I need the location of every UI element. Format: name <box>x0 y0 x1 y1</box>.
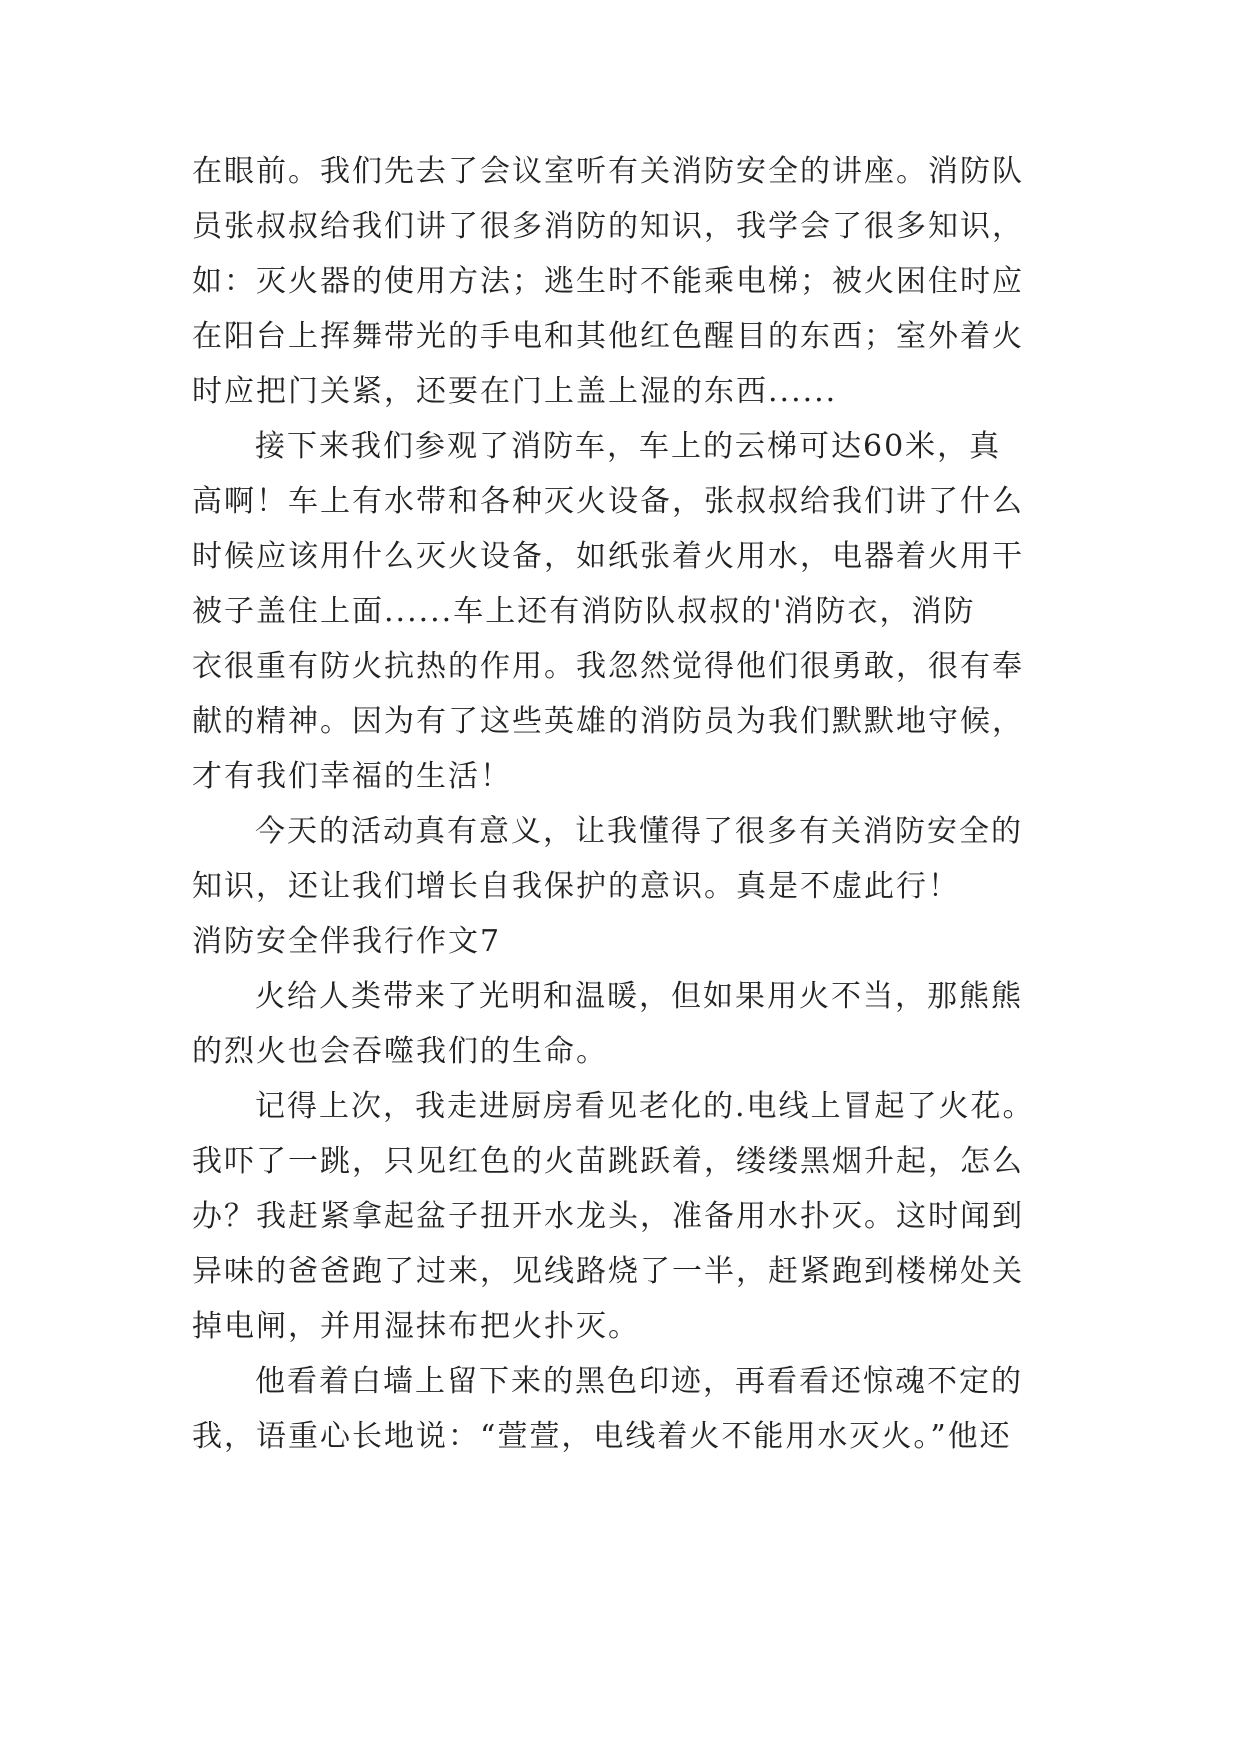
text-line: 如：灭火器的使用方法；逃生时不能乘电梯；被火困住时应 <box>192 264 1024 299</box>
text-line: 在阳台上挥舞带光的手电和其他红色醒目的东西；室外着火 <box>192 319 1024 354</box>
text-line: 的烈火也会吞噬我们的生命。 <box>192 1034 608 1069</box>
section-heading: 消防安全伴我行作文7 <box>192 924 502 959</box>
text-line: 在眼前。我们先去了会议室听有关消防安全的讲座。消防队 <box>192 154 1024 189</box>
text-line: 掉电闸，并用湿抹布把火扑灭。 <box>192 1309 640 1344</box>
paragraph-start-line: 他看着白墙上留下来的黑色印迹，再看看还惊魂不定的 <box>255 1364 1023 1399</box>
text-line: 衣很重有防火抗热的作用。我忽然觉得他们很勇敢，很有奉 <box>192 649 1024 684</box>
text-line: 才有我们幸福的生活！ <box>192 759 512 794</box>
text-line: 异味的爸爸跑了过来，见线路烧了一半，赶紧跑到楼梯处关 <box>192 1254 1024 1289</box>
text-line: 高啊！车上有水带和各种灭火设备，张叔叔给我们讲了什么 <box>192 484 1024 519</box>
text-line: 被子盖住上面......车上还有消防队叔叔的'消防衣，消防 <box>192 594 976 629</box>
paragraph-start-line: 今天的活动真有意义，让我懂得了很多有关消防安全的 <box>255 814 1023 849</box>
paragraph-start-line: 记得上次，我走进厨房看见老化的.电线上冒起了火花。 <box>255 1089 1035 1124</box>
paragraph-start-line: 火给人类带来了光明和温暖，但如果用火不当，那熊熊 <box>255 979 1023 1014</box>
text-line: 献的精神。因为有了这些英雄的消防员为我们默默地守候， <box>192 704 1024 739</box>
text-line: 办？我赶紧拿起盆子扭开水龙头，准备用水扑灭。这时闻到 <box>192 1199 1024 1234</box>
text-line: 时候应该用什么灭火设备，如纸张着火用水，电器着火用干 <box>192 539 1024 574</box>
text-line: 我，语重心长地说：“萱萱，电线着火不能用水灭火。”他还 <box>192 1419 1012 1454</box>
text-line: 我吓了一跳，只见红色的火苗跳跃着，缕缕黑烟升起，怎么 <box>192 1144 1024 1179</box>
text-line: 员张叔叔给我们讲了很多消防的知识，我学会了很多知识， <box>192 209 1024 244</box>
text-line: 知识，还让我们增长自我保护的意识。真是不虚此行！ <box>192 869 960 904</box>
text-line: 时应把门关紧，还要在门上盖上湿的东西...... <box>192 374 838 409</box>
paragraph-start-line: 接下来我们参观了消防车，车上的云梯可达60米，真 <box>255 429 1002 464</box>
